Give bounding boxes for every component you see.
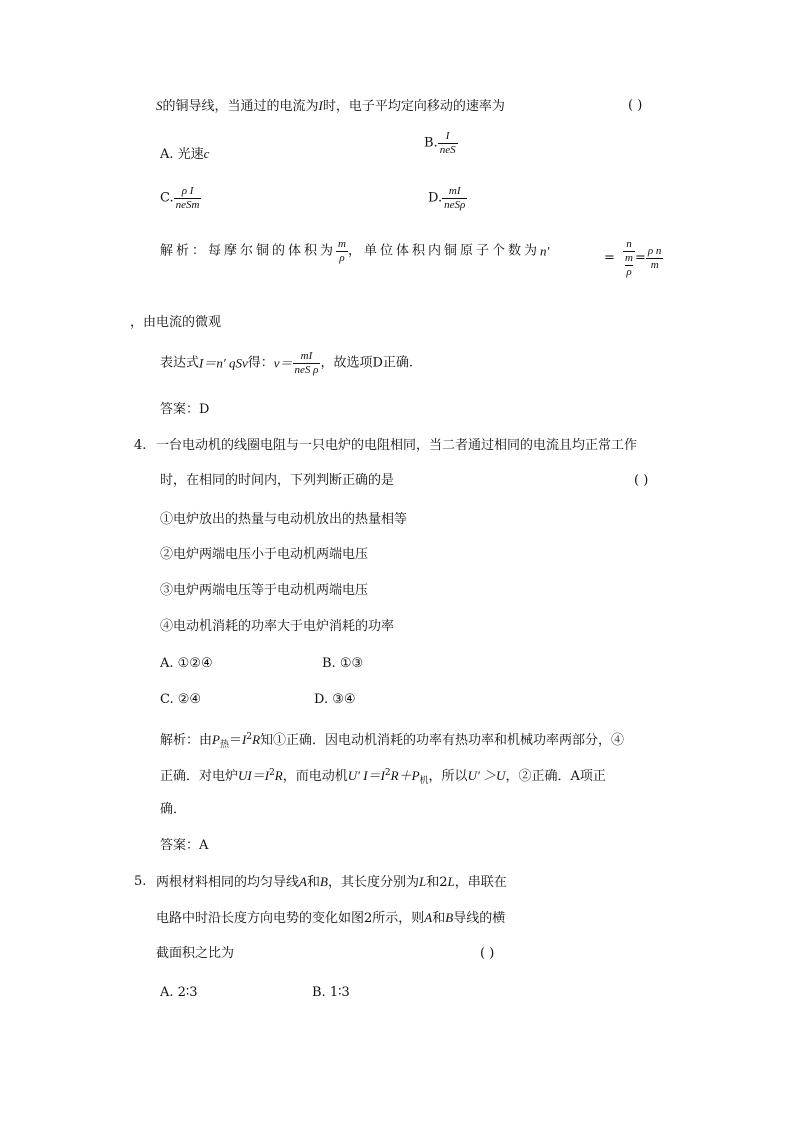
q3-expression-formula: I＝n′ qSv bbox=[199, 355, 248, 371]
q4-solution2-text-c: ，所以 bbox=[428, 769, 468, 784]
q5-line1-d: 和2 bbox=[426, 875, 448, 890]
q3-solution-fraction-3 bbox=[646, 245, 664, 272]
q4-option-d: D. ③④ bbox=[314, 692, 356, 707]
q3-solution-f1-num: m bbox=[338, 238, 346, 250]
q5-line1-A: A bbox=[299, 874, 307, 889]
q3-solution-f3-num: ρ n bbox=[647, 245, 662, 257]
q4-stem-line-2: 时，在相同的时间内，下列判断正确的是 bbox=[160, 473, 395, 488]
q4-solution2-text-b: ，而电动机 bbox=[282, 769, 348, 784]
q4-solution2-sup-1: 2 bbox=[269, 768, 275, 778]
q5-line2-a: 电路中时沿长度方向电势的变化如图2所示，则 bbox=[156, 911, 425, 926]
q5-line1-e: ，串联在 bbox=[454, 875, 507, 890]
q3-solution-compound bbox=[604, 238, 663, 279]
q5-option-a: A. 2∶3 bbox=[160, 985, 198, 1000]
q5-line2-B: B bbox=[445, 910, 454, 925]
q4-solution-I-sup: 2 bbox=[246, 732, 253, 742]
q4-solution2-formula-2: U′ I＝I bbox=[347, 768, 385, 783]
q5-line2-A: A bbox=[424, 910, 433, 925]
q4-solution2-sub: 机 bbox=[419, 776, 429, 786]
q3-solution-mid: ，单位体积内铜原子个数为 bbox=[347, 243, 540, 259]
q5-line-3: 截面积之比为 bbox=[156, 946, 235, 961]
q5-line2-b: 和 bbox=[432, 911, 446, 926]
q4-solution-P: P bbox=[212, 732, 220, 747]
q3-solution-f2-num: n bbox=[626, 238, 632, 250]
q3-option-d-label: D. bbox=[428, 190, 443, 206]
q3-solution bbox=[160, 238, 549, 265]
q5-line1-B: B bbox=[319, 874, 328, 889]
q5-line1-b: 和 bbox=[306, 875, 320, 890]
q4-solution-R: R bbox=[252, 732, 261, 747]
q4-solution2-text-a: 正确．对电炉 bbox=[160, 769, 239, 784]
q4-item-3: ③电炉两端电压等于电动机两端电压 bbox=[160, 583, 369, 598]
q3-option-b bbox=[424, 130, 458, 157]
q3-solution-label: 解析：每摩尔铜的体积为 bbox=[160, 243, 337, 259]
q4-answer-paren: ( ) bbox=[634, 473, 649, 488]
q3-option-b-num: I bbox=[445, 130, 450, 142]
q3-solution-fraction-2 bbox=[623, 238, 635, 279]
q3-option-c bbox=[160, 185, 201, 212]
q4-item-4: ④电动机消耗的功率大于电炉消耗的功率 bbox=[160, 619, 395, 634]
q3-option-c-fraction bbox=[174, 185, 202, 212]
q4-option-b: B. ①③ bbox=[322, 656, 364, 671]
q5-line1-a: 两根材料相同的均匀导线 bbox=[156, 875, 300, 890]
q4-number: 4. bbox=[134, 438, 147, 453]
q5-line1-L2: L bbox=[447, 874, 455, 889]
q4-solution2-sup-2: 2 bbox=[384, 768, 391, 778]
q3-solution-n: n′ bbox=[539, 243, 550, 259]
q4-stem-line-1: 一台电动机的线圈电阻与一只电炉的电阻相同，当二者通过相同的电流且均正常工作 bbox=[156, 438, 638, 453]
q3-option-c-label: C. bbox=[160, 190, 174, 206]
q3-option-b-den: neS bbox=[439, 144, 456, 156]
q3-solution-f2-den bbox=[623, 251, 635, 279]
q3-option-d-fraction bbox=[442, 185, 467, 212]
q3-expression-post: ，故选项D正确. bbox=[320, 355, 413, 371]
q3-answer: 答案：D bbox=[160, 402, 210, 417]
q4-option-c: C. ②④ bbox=[160, 692, 202, 707]
q3-expression-den: neS ρ bbox=[294, 364, 319, 376]
q3-option-b-fraction bbox=[438, 130, 458, 157]
q4-solution-eq: ＝ bbox=[228, 733, 242, 748]
q3-option-a-var: c bbox=[203, 146, 210, 161]
q5-option-b: B. 1∶3 bbox=[312, 985, 350, 1000]
q3-solution-f3-den: m bbox=[646, 258, 664, 272]
q3-option-c-num: ρ I bbox=[181, 185, 194, 197]
q5-number: 5. bbox=[134, 874, 147, 889]
q3-expression-get: 得： bbox=[247, 355, 274, 371]
q3-option-a bbox=[160, 146, 209, 163]
q3-solution-eq: = bbox=[604, 250, 615, 266]
q3-stem-var2: I bbox=[318, 98, 323, 113]
q3-option-d bbox=[428, 185, 467, 212]
q3-solution-f2-den-den: ρ bbox=[626, 266, 632, 278]
q4-item-2: ②电炉两端电压小于电动机两端电压 bbox=[160, 547, 369, 562]
q3-option-d-num: mI bbox=[448, 185, 461, 197]
q3-solution-f2-den-num: m bbox=[625, 252, 633, 264]
q3-solution-f1-den: ρ bbox=[336, 251, 348, 265]
q5-line1-L: L bbox=[418, 874, 427, 889]
q4-item-1: ①电炉放出的热量与电动机放出的热量相等 bbox=[160, 512, 408, 527]
q3-solution-continued: ，由电流的微观 bbox=[130, 315, 222, 330]
q4-solution2-formula-2b: R＋P bbox=[390, 768, 420, 783]
q3-stem-var: S bbox=[156, 98, 163, 113]
q4-solution-text-a: 解析：由 bbox=[160, 733, 213, 748]
q5-line-1 bbox=[156, 874, 507, 891]
q3-option-b-label: B. bbox=[424, 135, 438, 151]
q3-option-d-den: neSρ bbox=[444, 199, 466, 211]
q3-expression-v: v＝ bbox=[273, 355, 293, 371]
q3-option-c-den: neSm bbox=[175, 199, 200, 211]
q4-solution2-formula-1: UI＝I bbox=[238, 768, 270, 783]
q4-solution-P-sub: 热 bbox=[219, 740, 229, 750]
q3-option-a-label: A. 光速 bbox=[160, 147, 204, 162]
q4-answer: 答案：A bbox=[160, 838, 209, 853]
q5-line2-c: 导线的横 bbox=[453, 911, 506, 926]
q4-solution-line-3: 确． bbox=[160, 802, 187, 817]
q3-solution-eq2: = bbox=[635, 250, 646, 266]
q4-solution2-formula-1b: R bbox=[274, 768, 283, 783]
q3-expression-pre: 表达式 bbox=[160, 355, 200, 371]
q5-line-2 bbox=[156, 910, 505, 927]
q4-option-a: A. ①②④ bbox=[160, 656, 213, 671]
q4-solution-I: I bbox=[242, 732, 247, 747]
q4-solution-line-1 bbox=[160, 729, 624, 753]
q4-solution-line-2 bbox=[160, 765, 606, 789]
q4-solution-text-c: 知①正确．因电动机消耗的功率有热功率和机械功率两部分，④ bbox=[260, 733, 625, 748]
q3-answer-paren: ( ) bbox=[628, 98, 643, 113]
q3-stem-text2: 时，电子平均定向移动的速率为 bbox=[322, 99, 505, 114]
q4-solution2-text-d: ，②正确．A项正 bbox=[505, 769, 606, 784]
q4-solution2-formula-3: U′ ＞U bbox=[467, 768, 506, 783]
q3-stem-text: 的铜导线，当通过的电流为 bbox=[162, 99, 319, 114]
q3-stem bbox=[156, 98, 505, 115]
q5-line1-c: ，其长度分别为 bbox=[327, 875, 419, 890]
q3-expression-fraction bbox=[293, 350, 321, 377]
q3-expression bbox=[160, 350, 413, 377]
q3-solution-fraction-1 bbox=[336, 238, 348, 265]
q3-expression-num: mI bbox=[300, 350, 313, 362]
q5-answer-paren: ( ) bbox=[480, 946, 495, 961]
